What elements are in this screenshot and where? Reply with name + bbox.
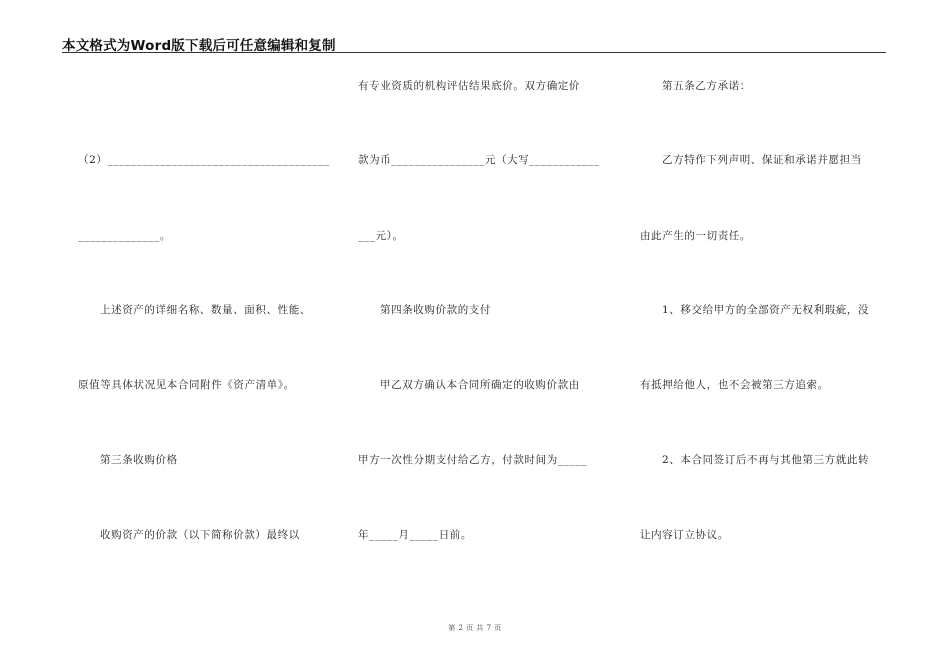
text-column-2 [358, 0, 608, 672]
text-column-3 [640, 0, 890, 672]
text-line: 由此产生的一切责任。 [640, 230, 751, 242]
text-line: （2）______________________________________ [78, 154, 330, 166]
text-line: ___元）。 [358, 230, 404, 242]
document-header-title: 本文格式为Word版下载后可任意编辑和复制 [62, 38, 336, 54]
text-line: 款为币________________元（大写____________ [358, 154, 600, 166]
text-line: 甲乙双方确认本合同所确定的收购价款由 [380, 379, 580, 391]
text-column-1 [78, 0, 328, 672]
text-line: 原值等具体状况见本合同附件《资产清单》。 [78, 379, 295, 391]
text-line: ______________。 [78, 230, 171, 242]
text-line: 1、移交给甲方的全部资产无权利瑕疵，没 [662, 304, 870, 316]
text-line: 年_____月_____日前。 [358, 529, 472, 541]
text-line: 乙方特作下列声明、保证和承诺并愿担当 [662, 154, 862, 166]
text-line: 第五条乙方承诺： [662, 80, 751, 92]
text-line: 上述资产的详细名称、数量、面积、性能、 [100, 304, 311, 316]
text-line: 让内容订立协议。 [640, 529, 729, 541]
text-line: 有抵押给他人，也不会被第三方追索。 [640, 379, 829, 391]
text-line: 收购资产的价款（以下简称价款）最终以 [100, 529, 300, 541]
text-line: 甲方一次性分期支付给乙方，付款时间为_____ [358, 454, 588, 466]
text-line: 2、本合同签订后不再与其他第三方就此转 [662, 454, 870, 466]
text-line: 第三条收购价格 [100, 454, 178, 466]
text-line: 第四条收购价款的支付 [380, 304, 491, 316]
text-line: 有专业资质的机构评估结果底价。双方确定价 [358, 80, 580, 92]
page-number: 第 2 页 共 7 页 [448, 624, 502, 632]
